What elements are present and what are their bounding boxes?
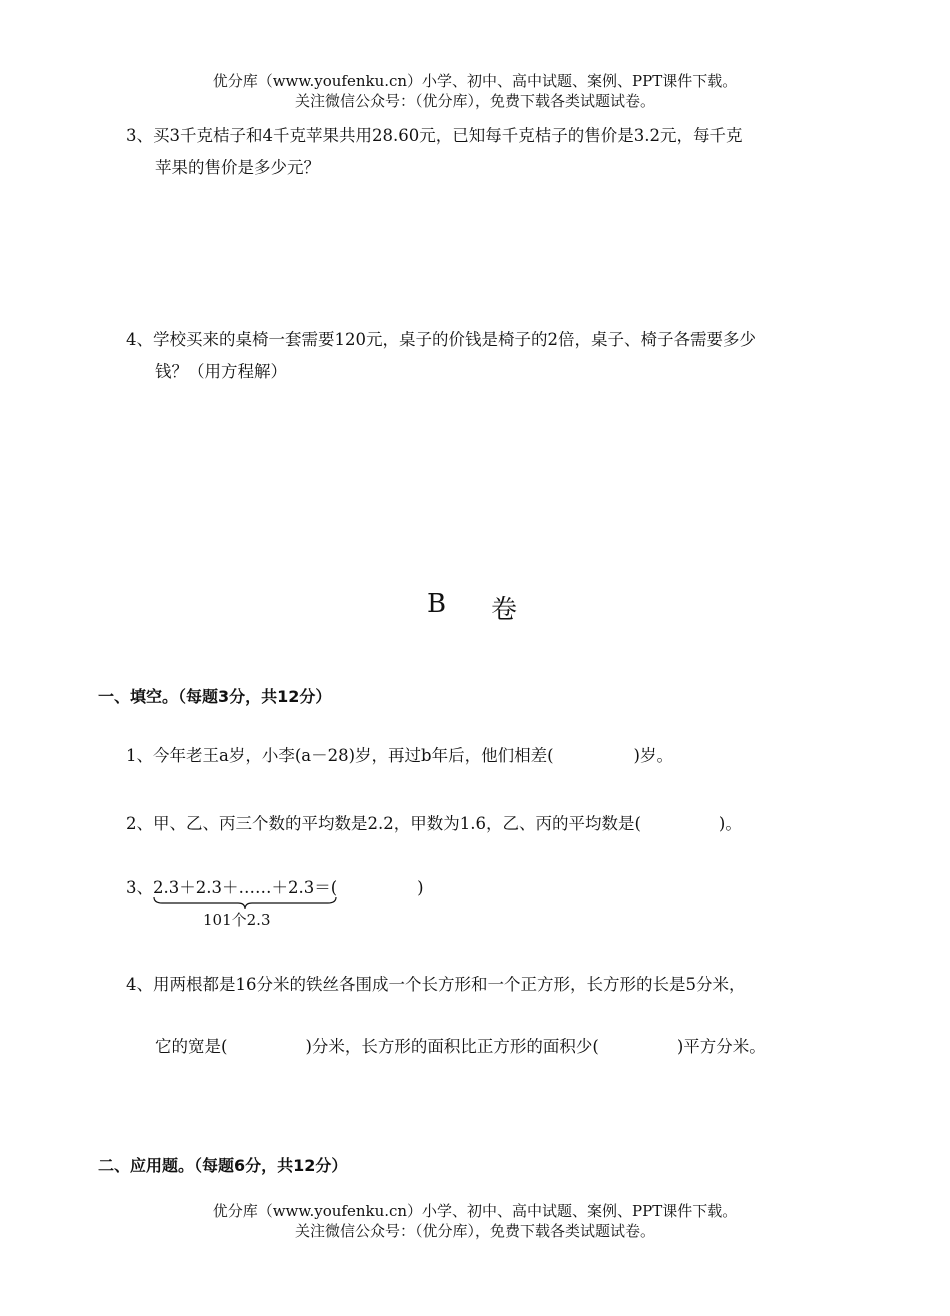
b-q2-text: 2、甲、乙、丙三个数的平均数是2.2，甲数为1.6，乙、丙的平均数是(	[126, 814, 641, 833]
section-title-juan: 卷	[491, 595, 518, 625]
b-q3-close: )	[417, 878, 424, 897]
a-q4-line-1: 4、学校买来的桌椅一套需要120元，桌子的价钱是椅子的2倍，桌子、椅子各需要多少	[126, 330, 756, 349]
footer-line-1: 优分库（www.youfenku.cn）小学、初中、高中试题、案例、PPT课件下载。	[212, 1202, 738, 1220]
b-q3-equals: ＝(	[314, 878, 338, 897]
b-q3-underbrace-label: 101个2.3	[203, 911, 271, 929]
header-line-1: 优分库（www.youfenku.cn）小学、初中、高中试题、案例、PPT课件下载。	[212, 72, 738, 90]
b-q3-expression: 2.3＋2.3＋……＋2.3	[153, 878, 315, 897]
b-q4-line-2	[155, 1033, 766, 1057]
b-q1	[126, 742, 673, 766]
b-q4-line-1: 4、用两根都是16分米的铁丝各围成一个长方形和一个正方形，长方形的长是5分米，	[126, 975, 746, 994]
b-q3-prefix: 3、	[126, 878, 153, 897]
a-q4-line-2: 钱？（用方程解）	[155, 362, 287, 381]
b-q2-text-end: )。	[718, 814, 742, 833]
b-q4-text-a: 它的宽是(	[155, 1037, 228, 1056]
b-q2	[126, 810, 742, 834]
b-q1-text-end: )岁。	[633, 746, 673, 765]
b-q4-text-c: )平方分米。	[676, 1037, 766, 1056]
section1-heading: 一、填空。（每题3分，共12分）	[98, 687, 332, 706]
section-title-b: B	[427, 589, 447, 619]
a-q3-line-1: 3、买3千克桔子和4千克苹果共用28.60元，已知每千克桔子的售价是3.2元，每千克	[126, 126, 743, 145]
b-q4-text-b: )分米，长方形的面积比正方形的面积少(	[305, 1037, 599, 1056]
section2-heading: 二、应用题。（每题6分，共12分）	[98, 1156, 348, 1175]
b-q1-text: 1、今年老王a岁，小李(a－28)岁，再过b年后，他们相差(	[126, 746, 554, 765]
header-line-2: 关注微信公众号：（优分库），免费下载各类试题试卷。	[294, 92, 655, 110]
a-q3-line-2: 苹果的售价是多少元？	[155, 158, 320, 177]
footer-line-2: 关注微信公众号：（优分库），免费下载各类试题试卷。	[294, 1222, 655, 1240]
